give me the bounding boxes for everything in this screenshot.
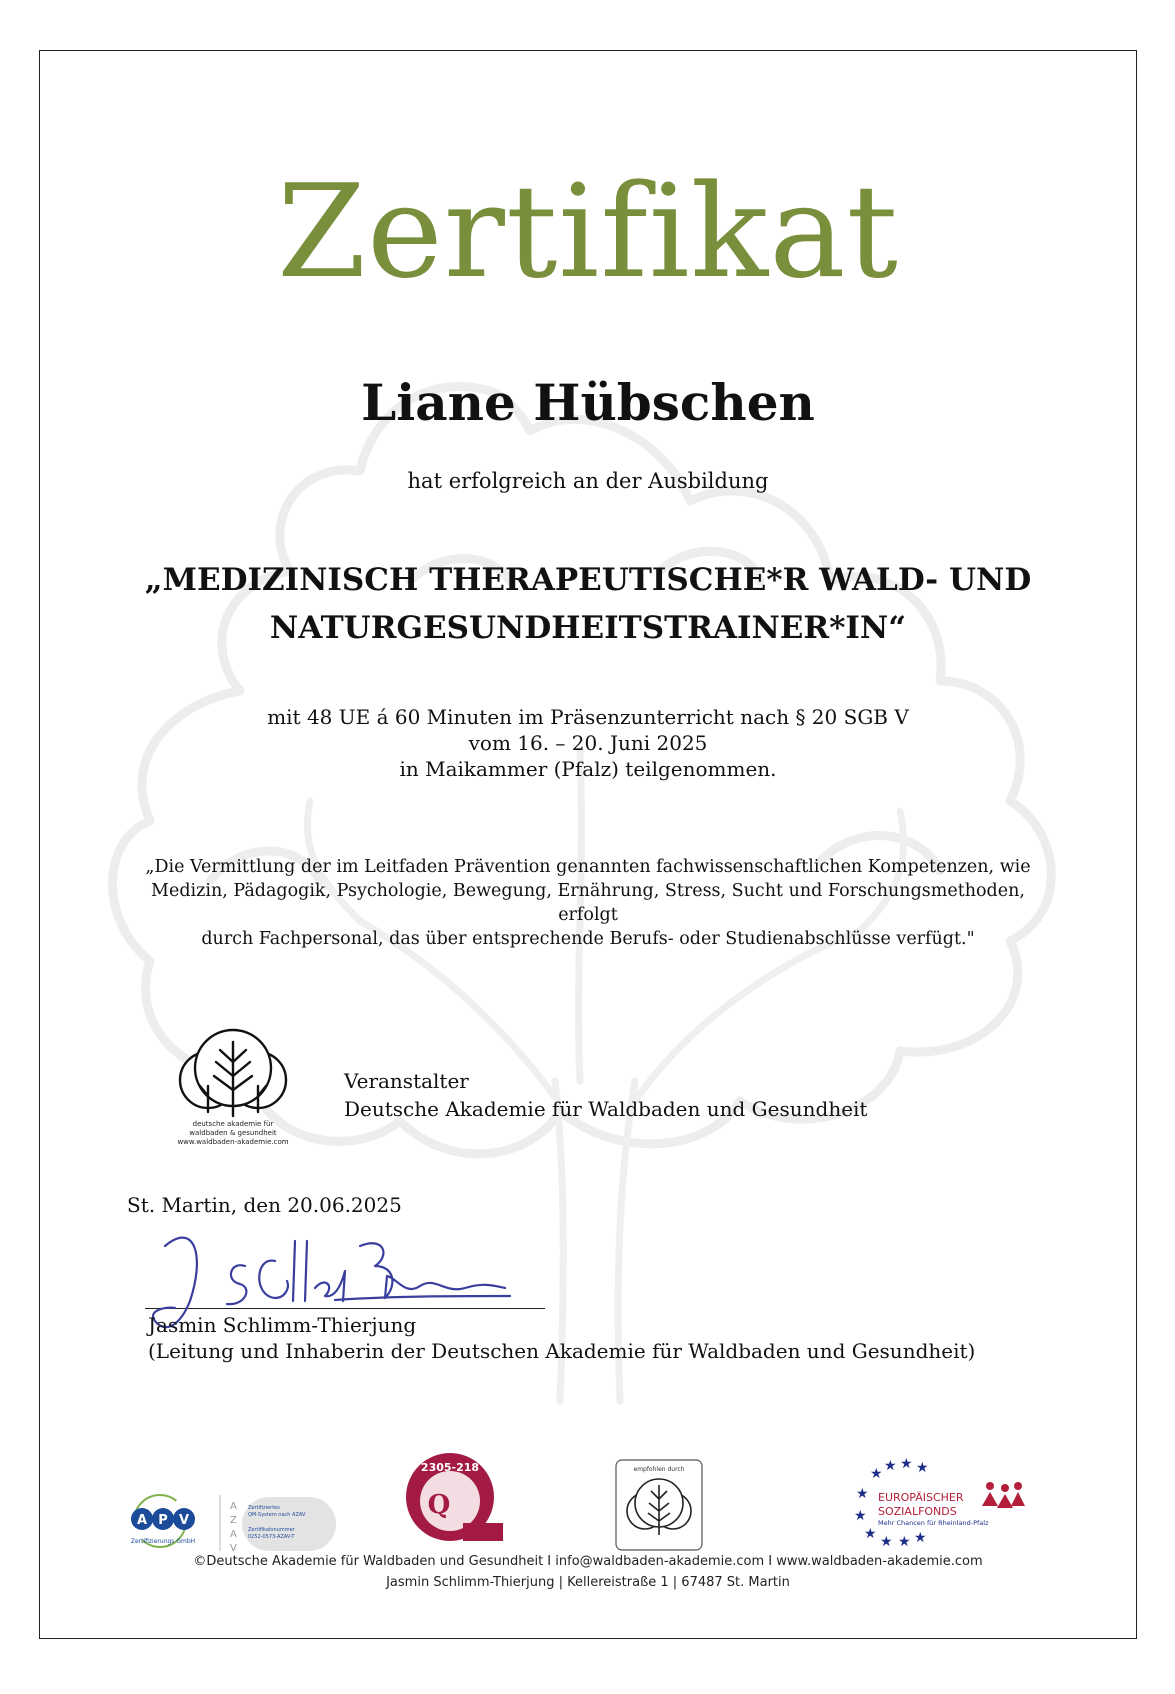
svg-text:A: A	[230, 1529, 237, 1540]
svg-text:V: V	[178, 1513, 190, 1528]
certificate-title: Zertifikat	[277, 158, 899, 307]
svg-text:Zertifizierungs GmbH: Zertifizierungs GmbH	[130, 1538, 196, 1545]
svg-text:2305-218: 2305-218	[420, 1461, 480, 1474]
svg-text:Zertifiziertes: Zertifiziertes	[248, 1505, 280, 1511]
svg-text:Mehr Chancen für Rheinland-Pfa: Mehr Chancen für Rheinland-Pfalz	[878, 1519, 989, 1527]
svg-text:★: ★	[856, 1486, 869, 1502]
logo-text: waldbaden & gesundheit	[189, 1129, 277, 1137]
svg-text:EUROPÄISCHER: EUROPÄISCHER	[878, 1491, 964, 1504]
svg-text:★: ★	[864, 1526, 877, 1542]
footer-address: Jasmin Schlimm-Thierjung | Kellereistraße 1 | 67487 St. Martin	[386, 1575, 790, 1590]
quality-seal-icon	[403, 1451, 508, 1547]
svg-text:A: A	[136, 1513, 148, 1528]
recommended-tree-icon	[615, 1459, 703, 1551]
svg-text:0252-0573-AZAV-T: 0252-0573-AZAV-T	[248, 1534, 295, 1540]
guideline-quote	[40, 855, 1136, 951]
course-hours: mit 48 UE á 60 Minuten im Präsenzunterricht nach § 20 SGB V	[267, 705, 909, 729]
svg-text:★: ★	[870, 1466, 883, 1482]
signer-name: Jasmin Schlimm-Thierjung	[148, 1313, 417, 1337]
course-title-line: NATURGESUNDHEITSTRAINER*IN“	[269, 610, 907, 646]
date-line: St. Martin, den 20.06.2025	[127, 1193, 402, 1217]
course-details	[40, 704, 1136, 782]
recommended-by-logo	[615, 1459, 703, 1551]
apv-logo-icon	[120, 1491, 340, 1555]
academy-logo	[168, 1024, 298, 1147]
svg-text:QM-System nach AZAV: QM-System nach AZAV	[248, 1512, 306, 1518]
recipient-name: Liane Hübschen	[361, 373, 815, 432]
footer-contact: ©Deutsche Akademie für Waldbaden und Gesundheit I info@waldbaden-akademie.com I www.waldbaden-akademie.com	[193, 1554, 983, 1569]
organizer-block	[344, 1067, 867, 1123]
svg-text:★: ★	[916, 1460, 929, 1476]
svg-text:empfohlen durch: empfohlen durch	[633, 1466, 685, 1473]
tree-logo-icon	[172, 1024, 294, 1120]
quote-line: Medizin, Pädagogik, Psychologie, Bewegung, Ernährung, Stress, Sucht und Forschungsmethoden, erfolgt	[151, 881, 1025, 925]
logo-url: www.waldbaden-akademie.com	[177, 1138, 289, 1146]
course-dates: vom 16. – 20. Juni 2025	[468, 731, 708, 755]
footer	[40, 1551, 1136, 1593]
svg-text:★: ★	[884, 1458, 897, 1474]
svg-text:SOZIALFONDS: SOZIALFONDS	[878, 1505, 957, 1518]
svg-text:Zertifikatsnummer: Zertifikatsnummer	[248, 1527, 295, 1533]
svg-text:★: ★	[914, 1530, 927, 1546]
organizer-label: Veranstalter	[344, 1069, 469, 1093]
svg-text:★: ★	[880, 1534, 893, 1550]
logo-text: deutsche akademie für	[192, 1120, 274, 1128]
course-title	[40, 556, 1136, 652]
course-title-line: „MEDIZINISCH THERAPEUTISCHE*R WALD- UND	[144, 562, 1032, 598]
svg-text:Z: Z	[230, 1515, 237, 1526]
svg-text:Q: Q	[427, 1490, 451, 1520]
signer-block	[148, 1312, 975, 1364]
signer-role: (Leitung und Inhaberin der Deutschen Akademie für Waldbaden und Gesundheit)	[148, 1339, 976, 1363]
organizer-name: Deutsche Akademie für Waldbaden und Gesundheit	[344, 1097, 868, 1121]
svg-text:★: ★	[898, 1534, 911, 1550]
course-location: in Maikammer (Pfalz) teilgenommen.	[399, 757, 777, 781]
esf-logo	[850, 1456, 1025, 1551]
quote-line: „Die Vermittlung der im Leitfaden Prävention genannten fachwissenschaftlichen Kompetenzen, wie	[145, 857, 1031, 877]
svg-text:★: ★	[854, 1508, 867, 1524]
svg-text:A: A	[230, 1501, 237, 1512]
intro-text: hat erfolgreich an der Ausbildung	[407, 469, 769, 493]
quality-seal-logo	[403, 1451, 508, 1547]
svg-text:V: V	[230, 1543, 237, 1554]
eu-stars-icon	[850, 1456, 1025, 1551]
quote-line: durch Fachpersonal, das über entsprechende Berufs- oder Studienabschlüsse verfügt."	[201, 929, 975, 949]
certificate-page	[39, 50, 1137, 1639]
apv-azav-logo	[120, 1491, 340, 1555]
svg-text:★: ★	[900, 1456, 913, 1472]
svg-text:P: P	[158, 1513, 168, 1528]
